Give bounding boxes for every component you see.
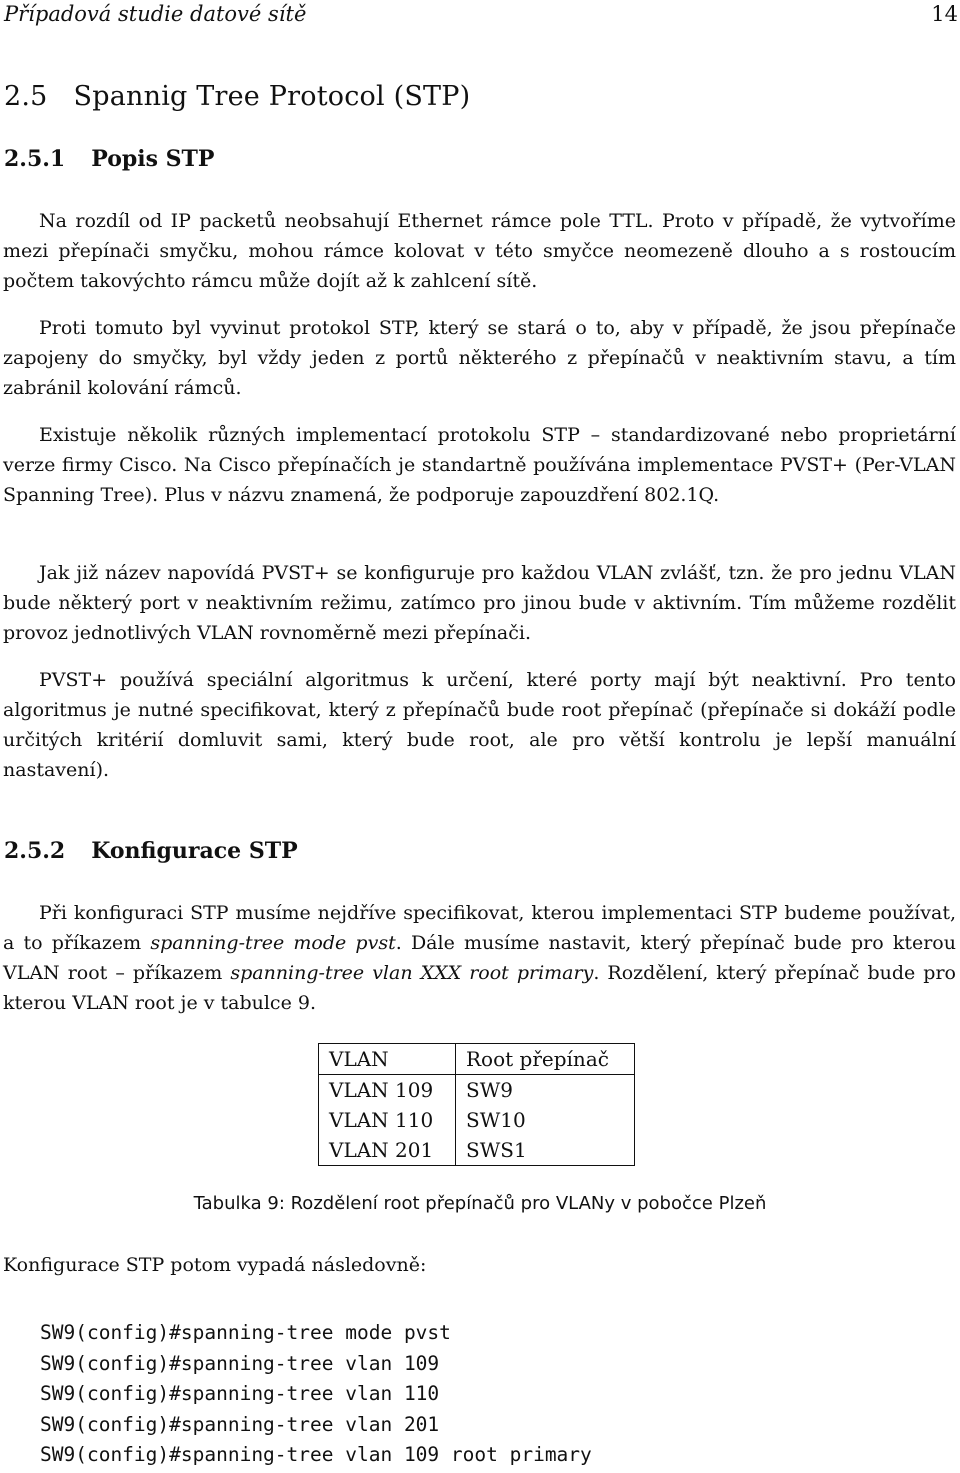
table-header-cell: Root přepínač xyxy=(456,1044,635,1075)
subsection-heading-konfigurace xyxy=(4,835,298,867)
table-row xyxy=(319,1075,635,1106)
table-header-cell: VLAN xyxy=(319,1044,456,1075)
section-title: Spannig Tree Protocol (STP) xyxy=(73,81,471,112)
table-cell: VLAN 201 xyxy=(319,1135,456,1166)
subsection-title: Popis STP xyxy=(91,146,215,172)
paragraph: Na rozdíl od IP packetů neobsahují Ethernet rámce pole TTL. Proto v případě, že vytvoříme mezi přepínači smyčku, mohou rámce kolovat v této smyčce neomezeně dlouho a s rostoucím počtem takovýchto rámcu může dojít až k zahlcení sítě. xyxy=(3,210,956,292)
command-spanning-tree-vlan-root: spanning-tree vlan XXX root primary xyxy=(230,962,594,984)
paragraph: Proti tomuto byl vyvinut protokol STP, který se stará o to, aby v případě, že jsou přepínače zapojeny do smyčky, byl vždy jeden z portů některého z přepínačů v neaktivním stavu, a tím zabránil kolování rámců. xyxy=(3,317,956,399)
page-number: 14 xyxy=(931,2,958,26)
code-line: SW9(config)#spanning-tree vlan 110 xyxy=(40,1382,440,1405)
text-run: Při konfiguraci STP musíme nejdříve specifikovat, kterou implementaci STP budeme používat, a to příkazem xyxy=(3,902,956,954)
code-line: SW9(config)#spanning-tree vlan 109 xyxy=(40,1351,440,1375)
section-heading xyxy=(4,78,470,116)
text-run: . Rozdělení, který přepínač bude pro kterou VLAN root je v tabulce 9. xyxy=(3,962,956,1014)
paragraph: PVST+ používá speciální algoritmus k určení, které porty mají být neaktivní. Pro tento algoritmus je nutné specifikovat, který z přepínačů bude root přepínač (přepínače si dokáží podle určitých kritérií domluvit sami, který bude root, ale pro větší kontrolu je lepší manuální nastavení). xyxy=(3,669,956,781)
subsection-number: 2.5.1 xyxy=(4,146,66,172)
paragraph: Jak již název napovídá PVST+ se konfiguruje pro každou VLAN zvlášť, tzn. že pro jednu VLAN bude některý port v neaktivním režimu, zatímco pro jinou bude v aktivním. Tím můžeme rozdělit provoz jednotlivých VLAN rovnoměrně mezi přepínači. xyxy=(3,562,956,644)
table-row xyxy=(319,1105,635,1135)
table-cell: SWS1 xyxy=(456,1135,635,1166)
table-caption: Tabulka 9: Rozdělení root přepínačů pro VLANy v pobočce Plzeň xyxy=(193,1193,767,1214)
text-run: . Dále musíme nastavit, který přepínač bude pro kterou VLAN root – příkazem xyxy=(3,932,956,984)
command-spanning-tree-mode: spanning-tree mode pvst xyxy=(150,932,396,954)
table-header-row xyxy=(319,1044,635,1075)
running-header-title: Případová studie datové sítě xyxy=(4,2,307,26)
running-header xyxy=(4,0,958,32)
section-number: 2.5 xyxy=(4,81,48,112)
table-row xyxy=(319,1135,635,1166)
table-cell: VLAN 110 xyxy=(319,1105,456,1135)
code-block xyxy=(40,1318,592,1471)
paragraph-before-code: Konfigurace STP potom vypadá následovně: xyxy=(3,1254,427,1276)
table-cell: SW9 xyxy=(456,1075,635,1106)
subsection-title: Konfigurace STP xyxy=(91,838,298,864)
code-line: SW9(config)#spanning-tree mode pvst xyxy=(40,1321,451,1344)
config-paragraph xyxy=(3,898,956,1018)
subsection-heading-popis xyxy=(4,143,214,175)
subsection-number: 2.5.2 xyxy=(4,838,66,864)
vlan-root-table xyxy=(318,1043,635,1166)
code-line: SW9(config)#spanning-tree vlan 109 root primary xyxy=(40,1443,592,1466)
table-cell: SW10 xyxy=(456,1105,635,1135)
table-cell: VLAN 109 xyxy=(319,1075,456,1106)
paragraph: Existuje několik různých implementací protokolu STP – standardizované nebo proprietární verze firmy Cisco. Na Cisco přepínačích je standartně používána implementace PVST+ (Per-VLAN Spanning Tree). Plus v názvu znamená, že podporuje zapouzdření 802.1Q. xyxy=(3,424,956,506)
code-line: SW9(config)#spanning-tree vlan 201 xyxy=(40,1412,440,1436)
